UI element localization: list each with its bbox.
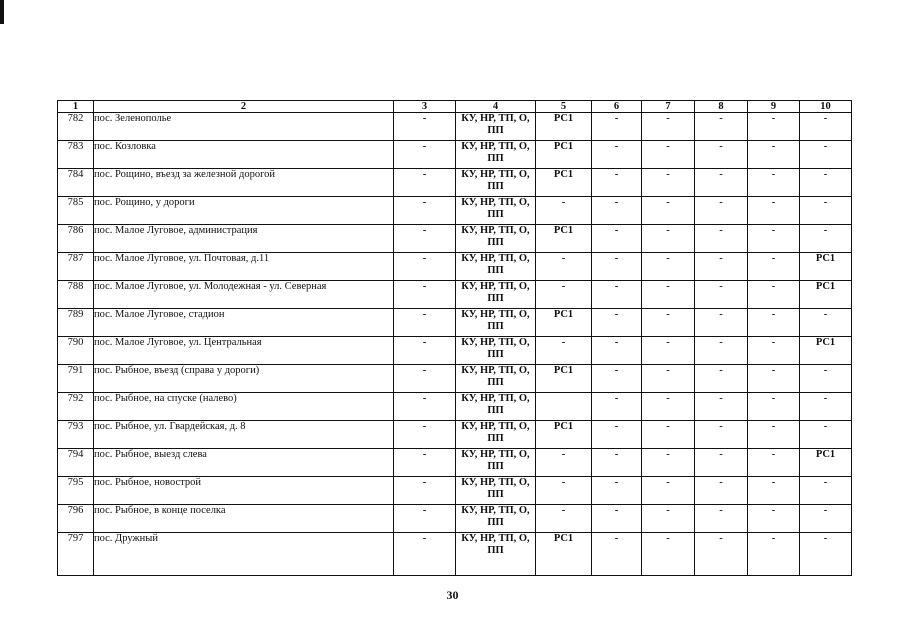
document-table <box>57 100 852 576</box>
row-number: 784 <box>58 169 94 197</box>
cell-col10: - <box>800 197 852 225</box>
column-header-3: 3 <box>394 101 456 113</box>
cell-col8: - <box>695 337 748 365</box>
row-number: 797 <box>58 533 94 576</box>
cell-col4: КУ, НР, ТП, О, ПП <box>456 533 536 576</box>
cell-col3: - <box>394 197 456 225</box>
cell-col7: - <box>642 141 695 169</box>
column-header-10: 10 <box>800 101 852 113</box>
cell-col8: - <box>695 225 748 253</box>
cell-col4: КУ, НР, ТП, О, ПП <box>456 309 536 337</box>
cell-col10: РС1 <box>800 337 852 365</box>
cell-col9: - <box>748 197 800 225</box>
cell-col6: - <box>592 169 642 197</box>
cell-col5: - <box>536 477 592 505</box>
cell-col4: КУ, НР, ТП, О, ПП <box>456 113 536 141</box>
cell-col9: - <box>748 253 800 281</box>
location-name: пос. Рыбное, на спуске (налево) <box>94 393 394 421</box>
cell-col3: - <box>394 281 456 309</box>
cell-col6: - <box>592 337 642 365</box>
cell-col10: - <box>800 421 852 449</box>
cell-col3: - <box>394 337 456 365</box>
row-number: 790 <box>58 337 94 365</box>
column-header-1: 1 <box>58 101 94 113</box>
cell-col6: - <box>592 309 642 337</box>
cell-col8: - <box>695 365 748 393</box>
cell-col3: - <box>394 113 456 141</box>
cell-col9: - <box>748 421 800 449</box>
cell-col6: - <box>592 365 642 393</box>
cell-col9: - <box>748 169 800 197</box>
table-row <box>58 169 852 197</box>
row-number: 787 <box>58 253 94 281</box>
cell-col6: - <box>592 533 642 576</box>
table-row <box>58 533 852 576</box>
location-name: пос. Зеленополье <box>94 113 394 141</box>
cell-col9: - <box>748 477 800 505</box>
cell-col10: - <box>800 365 852 393</box>
cell-col5: - <box>536 281 592 309</box>
left-edge-mark <box>0 0 4 24</box>
location-name: пос. Рощино, у дороги <box>94 197 394 225</box>
column-header-4: 4 <box>456 101 536 113</box>
cell-col10: РС1 <box>800 253 852 281</box>
row-number: 786 <box>58 225 94 253</box>
cell-col4: КУ, НР, ТП, О, ПП <box>456 169 536 197</box>
cell-col7: - <box>642 197 695 225</box>
cell-col10: - <box>800 533 852 576</box>
cell-col8: - <box>695 393 748 421</box>
table-row <box>58 281 852 309</box>
row-number: 793 <box>58 421 94 449</box>
cell-col10: - <box>800 505 852 533</box>
cell-col10: - <box>800 309 852 337</box>
cell-col7: - <box>642 281 695 309</box>
cell-col9: - <box>748 281 800 309</box>
table-row <box>58 477 852 505</box>
cell-col8: - <box>695 169 748 197</box>
cell-col5: - <box>536 505 592 533</box>
cell-col3: - <box>394 477 456 505</box>
document-table-container <box>57 100 851 576</box>
cell-col7: - <box>642 421 695 449</box>
cell-col5: - <box>536 253 592 281</box>
page-number: 30 <box>446 588 459 602</box>
cell-col4: КУ, НР, ТП, О, ПП <box>456 421 536 449</box>
cell-col3: - <box>394 449 456 477</box>
table-row <box>58 337 852 365</box>
location-name: пос. Рыбное, въезд (справа у дороги) <box>94 365 394 393</box>
cell-col7: - <box>642 533 695 576</box>
cell-col9: - <box>748 533 800 576</box>
cell-col10: - <box>800 225 852 253</box>
cell-col6: - <box>592 281 642 309</box>
cell-col6: - <box>592 393 642 421</box>
cell-col5: - <box>536 337 592 365</box>
cell-col8: - <box>695 253 748 281</box>
cell-col10: - <box>800 113 852 141</box>
cell-col5: РС1 <box>536 309 592 337</box>
location-name: пос. Малое Луговое, ул. Центральная <box>94 337 394 365</box>
cell-col4: КУ, НР, ТП, О, ПП <box>456 505 536 533</box>
cell-col9: - <box>748 141 800 169</box>
table-header-row <box>58 101 852 113</box>
table-row <box>58 365 852 393</box>
cell-col3: - <box>394 169 456 197</box>
cell-col8: - <box>695 421 748 449</box>
cell-col3: - <box>394 393 456 421</box>
table-row <box>58 449 852 477</box>
cell-col7: - <box>642 113 695 141</box>
cell-col9: - <box>748 225 800 253</box>
location-name: пос. Малое Луговое, ул. Почтовая, д.11 <box>94 253 394 281</box>
cell-col7: - <box>642 309 695 337</box>
cell-col6: - <box>592 225 642 253</box>
row-number: 796 <box>58 505 94 533</box>
table-row <box>58 197 852 225</box>
row-number: 791 <box>58 365 94 393</box>
cell-col5: РС1 <box>536 169 592 197</box>
table-row <box>58 141 852 169</box>
table-row <box>58 505 852 533</box>
cell-col5: РС1 <box>536 225 592 253</box>
cell-col5: РС1 <box>536 421 592 449</box>
cell-col9: - <box>748 113 800 141</box>
cell-col9: - <box>748 449 800 477</box>
cell-col7: - <box>642 477 695 505</box>
column-header-9: 9 <box>748 101 800 113</box>
cell-col10: - <box>800 169 852 197</box>
column-header-6: 6 <box>592 101 642 113</box>
cell-col4: КУ, НР, ТП, О, ПП <box>456 393 536 421</box>
table-row <box>58 309 852 337</box>
cell-col3: - <box>394 253 456 281</box>
cell-col5: РС1 <box>536 141 592 169</box>
row-number: 792 <box>58 393 94 421</box>
cell-col6: - <box>592 113 642 141</box>
cell-col7: - <box>642 365 695 393</box>
cell-col4: КУ, НР, ТП, О, ПП <box>456 365 536 393</box>
table-body <box>58 113 852 576</box>
cell-col3: - <box>394 533 456 576</box>
cell-col7: - <box>642 169 695 197</box>
cell-col8: - <box>695 533 748 576</box>
cell-col4: КУ, НР, ТП, О, ПП <box>456 449 536 477</box>
table-row <box>58 253 852 281</box>
cell-col10: РС1 <box>800 449 852 477</box>
table-row <box>58 225 852 253</box>
cell-col8: - <box>695 113 748 141</box>
cell-col8: - <box>695 477 748 505</box>
cell-col9: - <box>748 365 800 393</box>
cell-col8: - <box>695 505 748 533</box>
column-header-7: 7 <box>642 101 695 113</box>
cell-col4: КУ, НР, ТП, О, ПП <box>456 281 536 309</box>
cell-col3: - <box>394 421 456 449</box>
cell-col7: - <box>642 393 695 421</box>
cell-col3: - <box>394 225 456 253</box>
location-name: пос. Рыбное, выезд слева <box>94 449 394 477</box>
cell-col7: - <box>642 505 695 533</box>
cell-col3: - <box>394 365 456 393</box>
row-number: 788 <box>58 281 94 309</box>
cell-col6: - <box>592 505 642 533</box>
cell-col5: РС1 <box>536 365 592 393</box>
cell-col8: - <box>695 449 748 477</box>
cell-col6: - <box>592 449 642 477</box>
cell-col6: - <box>592 253 642 281</box>
cell-col6: - <box>592 141 642 169</box>
row-number: 783 <box>58 141 94 169</box>
cell-col9: - <box>748 309 800 337</box>
cell-col3: - <box>394 505 456 533</box>
cell-col4: КУ, НР, ТП, О, ПП <box>456 197 536 225</box>
location-name: пос. Козловка <box>94 141 394 169</box>
cell-col8: - <box>695 141 748 169</box>
cell-col4: КУ, НР, ТП, О, ПП <box>456 477 536 505</box>
location-name: пос. Малое Луговое, администрация <box>94 225 394 253</box>
cell-col4: КУ, НР, ТП, О, ПП <box>456 337 536 365</box>
cell-col5: РС1 <box>536 533 592 576</box>
cell-col6: - <box>592 421 642 449</box>
cell-col6: - <box>592 477 642 505</box>
cell-col10: - <box>800 477 852 505</box>
location-name: пос. Рыбное, новострой <box>94 477 394 505</box>
location-name: пос. Рощино, въезд за железной дорогой <box>94 169 394 197</box>
cell-col9: - <box>748 337 800 365</box>
table-row <box>58 421 852 449</box>
cell-col10: - <box>800 393 852 421</box>
row-number: 782 <box>58 113 94 141</box>
cell-col6: - <box>592 197 642 225</box>
cell-col3: - <box>394 309 456 337</box>
location-name: пос. Малое Луговое, стадион <box>94 309 394 337</box>
cell-col5: - <box>536 449 592 477</box>
cell-col8: - <box>695 281 748 309</box>
cell-col7: - <box>642 337 695 365</box>
cell-col8: - <box>695 197 748 225</box>
cell-col4: КУ, НР, ТП, О, ПП <box>456 253 536 281</box>
location-name: пос. Рыбное, в конце поселка <box>94 505 394 533</box>
table-row <box>58 393 852 421</box>
cell-col4: КУ, НР, ТП, О, ПП <box>456 141 536 169</box>
cell-col9: - <box>748 393 800 421</box>
row-number: 785 <box>58 197 94 225</box>
cell-col8: - <box>695 309 748 337</box>
cell-col3: - <box>394 141 456 169</box>
row-number: 794 <box>58 449 94 477</box>
cell-col9: - <box>748 505 800 533</box>
cell-col7: - <box>642 253 695 281</box>
cell-col4: КУ, НР, ТП, О, ПП <box>456 225 536 253</box>
row-number: 789 <box>58 309 94 337</box>
location-name: пос. Рыбное, ул. Гвардейская, д. 8 <box>94 421 394 449</box>
row-number: 795 <box>58 477 94 505</box>
cell-col5: РС1 <box>536 113 592 141</box>
cell-col5: - <box>536 197 592 225</box>
cell-col10: РС1 <box>800 281 852 309</box>
table-row <box>58 113 852 141</box>
column-header-8: 8 <box>695 101 748 113</box>
cell-col10: - <box>800 141 852 169</box>
column-header-2: 2 <box>94 101 394 113</box>
cell-col7: - <box>642 449 695 477</box>
location-name: пос. Дружный <box>94 533 394 576</box>
column-header-5: 5 <box>536 101 592 113</box>
location-name: пос. Малое Луговое, ул. Молодежная - ул. Северная <box>94 281 394 309</box>
cell-col5 <box>536 393 592 421</box>
cell-col7: - <box>642 225 695 253</box>
